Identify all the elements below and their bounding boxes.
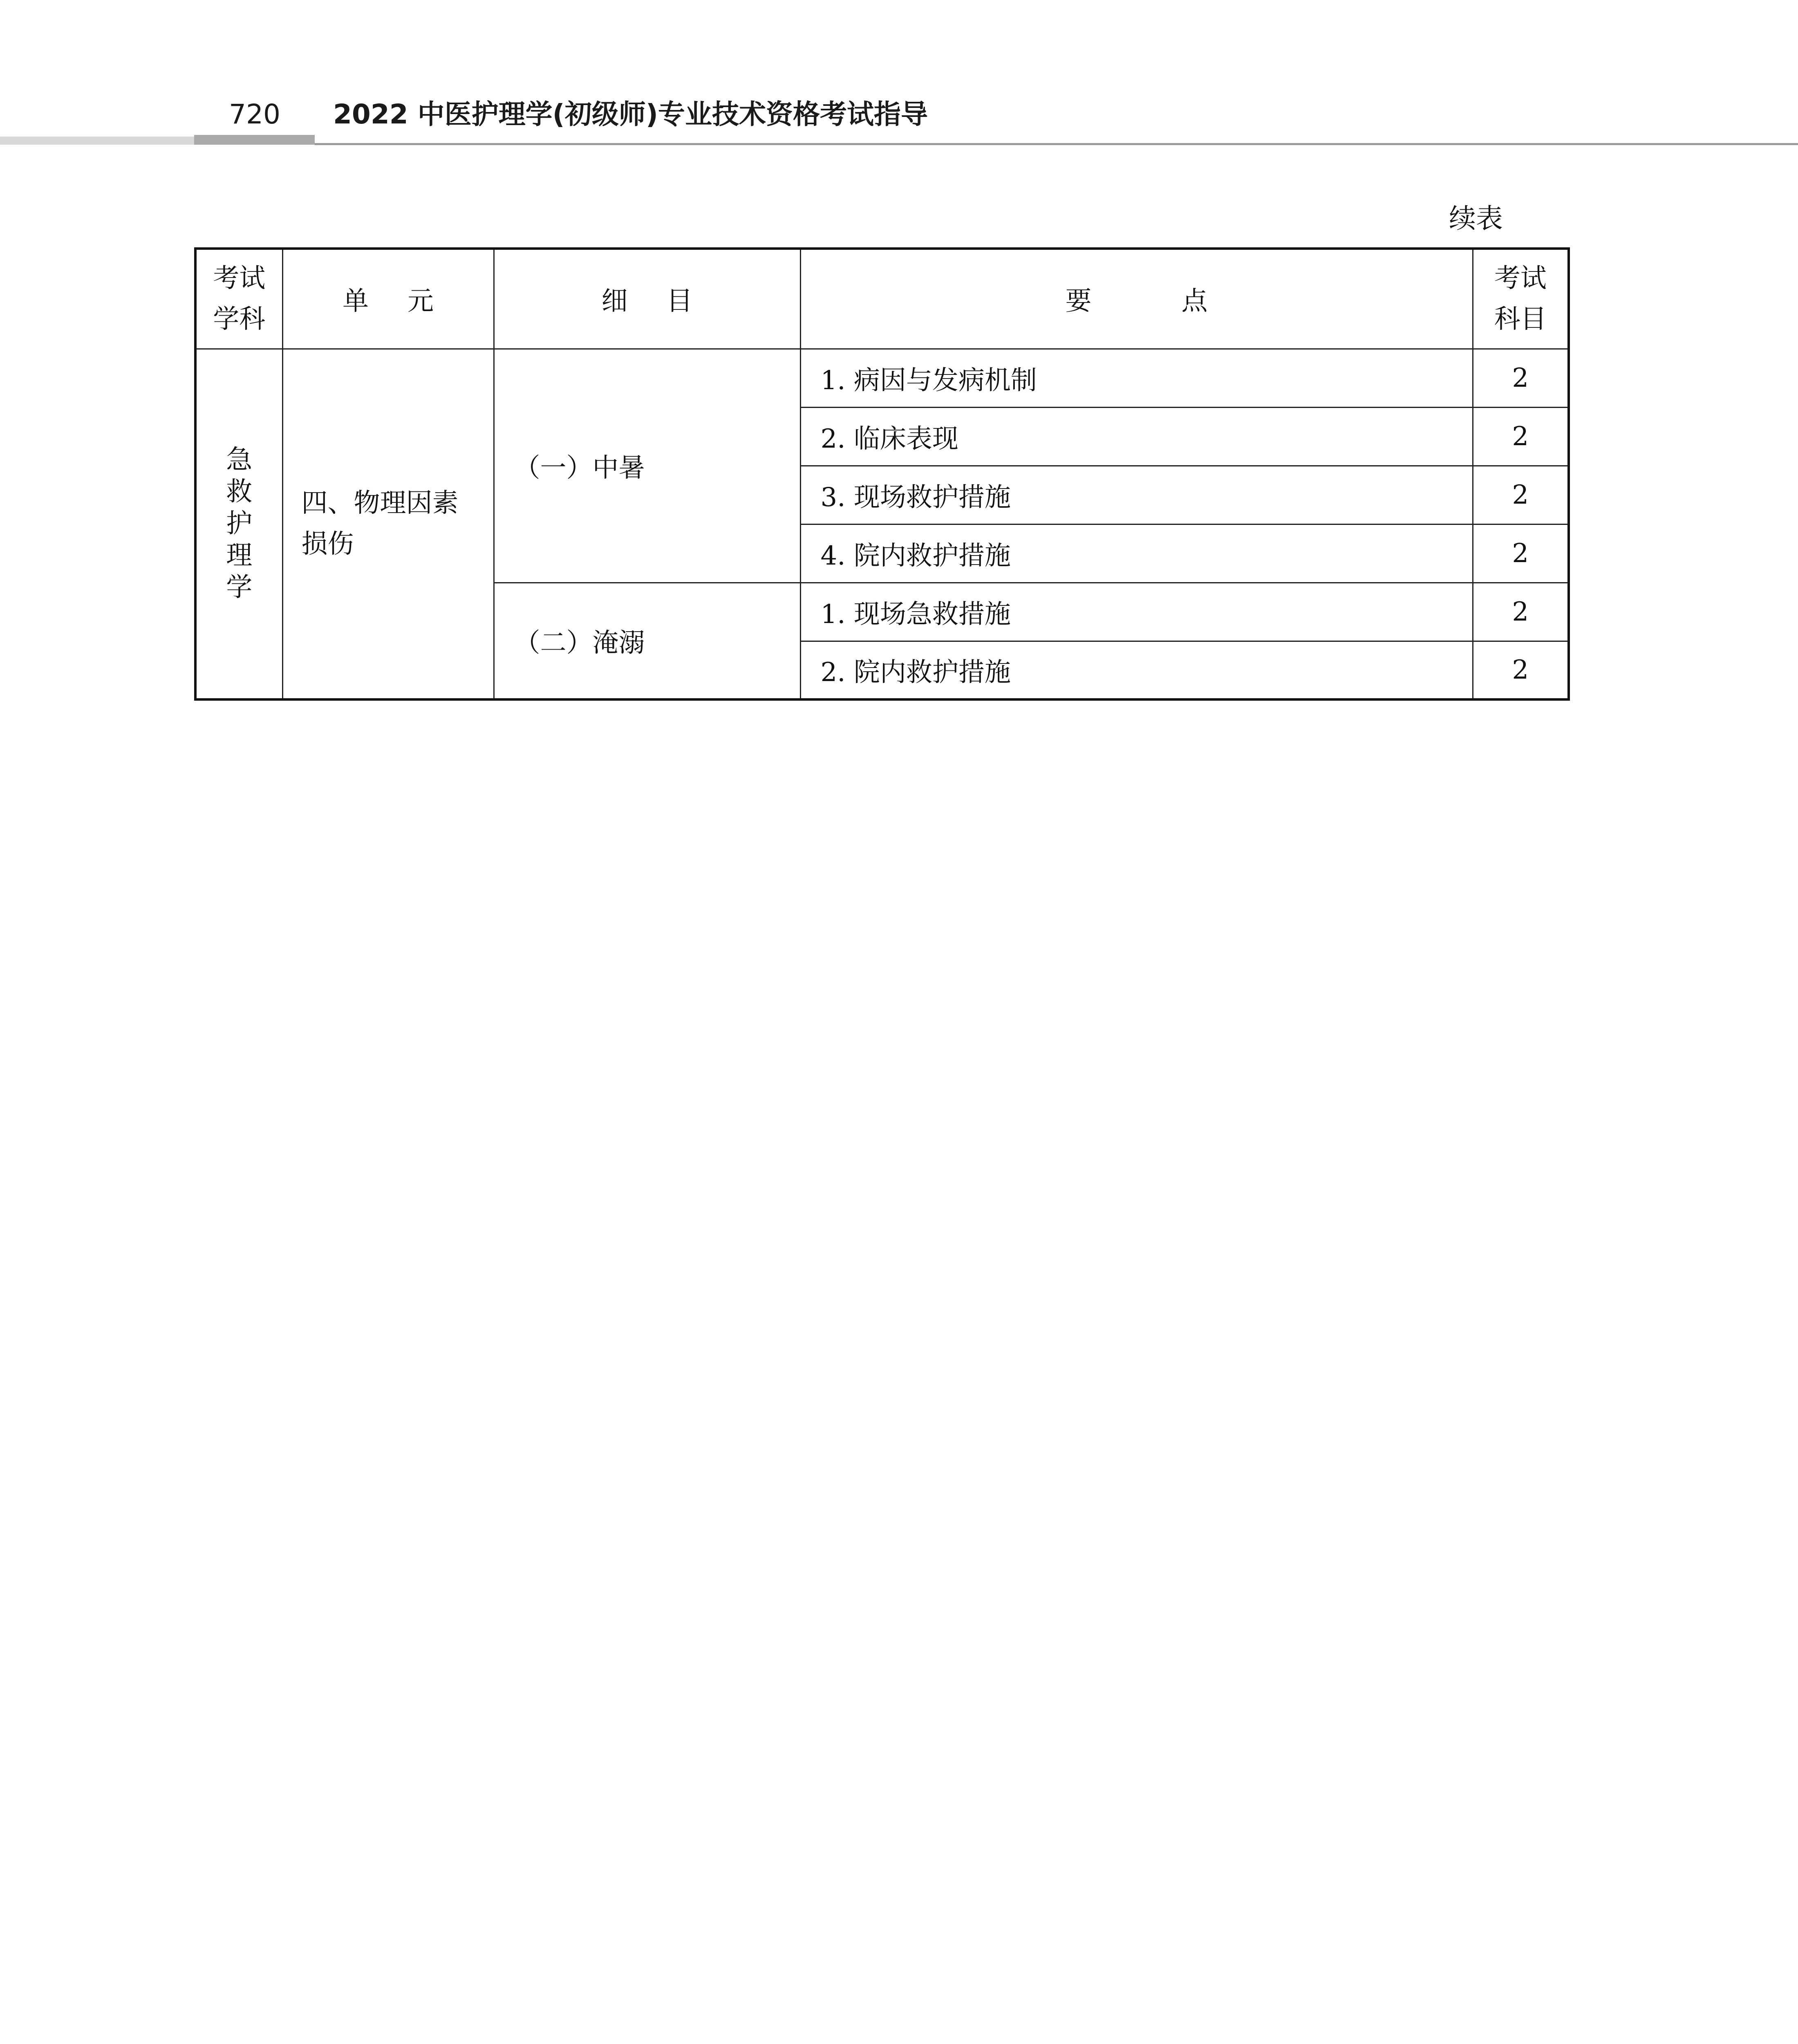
header-unit: 单元 [282,249,494,349]
header-line: 学科 [213,304,266,335]
level-value: 2 [1473,524,1569,583]
level-value: 2 [1473,349,1569,407]
header-exam-subject-area [195,249,282,349]
header-rule-light [0,137,194,145]
subject-cell [195,349,282,699]
key-point: 4. 院内救护措施 [800,524,1473,583]
level-value: 2 [1473,466,1569,524]
level-value: 2 [1473,641,1569,699]
key-point: 2. 院内救护措施 [800,641,1473,699]
level-value: 2 [1473,407,1569,466]
key-point: 2. 临床表现 [800,407,1473,466]
header-line: 科目 [1494,304,1547,335]
subject-char: 急 [226,445,253,475]
subject-char: 学 [226,572,253,603]
subject-char: 理 [226,540,253,571]
header-line: 考试 [213,263,266,294]
unit-cell [282,349,494,699]
key-point: 1. 现场急救措施 [800,583,1473,641]
header-item: 细目 [494,249,800,349]
header-row [195,249,1569,349]
header-key-points: 要点 [800,249,1473,349]
table-row [195,349,1569,407]
exam-syllabus-table [194,247,1570,701]
unit-line: 四、物理因素 [301,488,459,519]
item-drowning: （二）淹溺 [494,583,800,699]
level-value: 2 [1473,583,1569,641]
unit-line: 损伤 [301,529,354,560]
item-heatstroke: （一）中暑 [494,349,800,583]
continued-label: 续表 [1449,203,1503,234]
header-exam-subject [1473,249,1569,349]
header-rule-line [315,143,1798,145]
page-number: 720 [229,99,280,130]
header-line: 考试 [1494,263,1547,294]
header-rule-dark [194,135,315,145]
key-point: 3. 现场救护措施 [800,466,1473,524]
book-title: 2022 中医护理学(初级师)专业技术资格考试指导 [333,99,928,130]
subject-char: 护 [226,509,253,539]
subject-char: 救 [226,477,253,507]
key-point: 1. 病因与发病机制 [800,349,1473,407]
